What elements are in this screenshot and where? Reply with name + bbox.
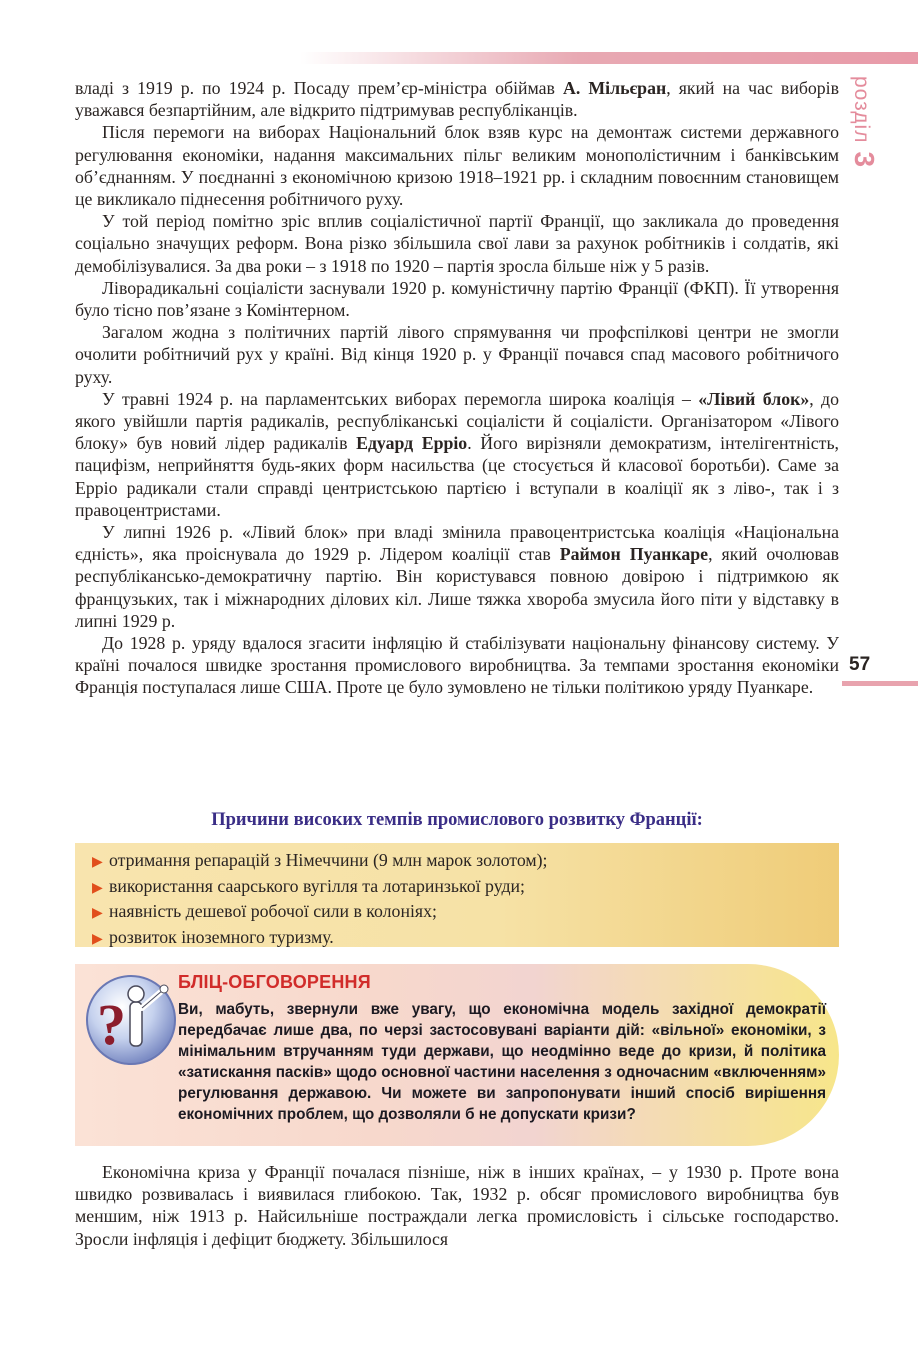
- triangle-bullet-icon: ▶: [92, 906, 103, 921]
- name-herriot: Едуард Ерріо: [356, 433, 468, 454]
- paragraph-9: Економічна криза у Франції почалася пізніше, ніж в інших країнах, – у 1930 р. Проте вона швидко розвивалась і виявилася глибокою. Так, 1932 р. обсяг промислового виробництва був меншим, ніж 1913 р. Найсильніше постраждали легка промисловість і сільське господарство. Зросли інфляція і дефіцит бюджету. Збільшилося: [75, 1162, 839, 1249]
- section-label-number: 3: [849, 151, 880, 168]
- triangle-bullet-icon: ▶: [92, 880, 103, 896]
- paragraph-5: Загалом жодна з політичних партій лівого спрямування чи профспілкові центри не змогли очолити робітничий рух у країні. Від кінця 1920 р. у Франції почався спад масового робітничого руху.: [75, 322, 839, 387]
- cause-item: ▶ використання саарського вугілля та лотаринзької руди;: [92, 875, 839, 901]
- svg-text:?: ?: [97, 992, 126, 1057]
- cause-item: ▶ наявність дешевої робочої сили в колоніях;: [92, 900, 839, 926]
- header-decor-band: [300, 52, 918, 64]
- paragraph-4: Ліворадикальні соціалісти заснували 1920 р. комуністичну партію Франції (ФКП). Її утворення було тісно пов’язане з Комінтерном.: [75, 277, 839, 321]
- causes-title: Причини високих темпів промислового розвитку Франції:: [211, 810, 703, 830]
- page-number: 57: [849, 654, 871, 675]
- triangle-bullet-icon: ▶: [92, 931, 103, 947]
- blitz-title: БЛІЦ-ОБГОВОРЕННЯ: [178, 972, 371, 992]
- blitz-text: Ви, мабуть, звернули вже увагу, що економічна модель західної демократії передбачає лише два, по черзі застосовувані варіанти дій: «вільної» економіки, з мінімальним втручанням туди держави, що неодмінно веде до кризи, й політика «затискання пасків» щодо основної частини населення з одночасним «включенням» регулювання державою. Чи можете ви запропонувати інший спосіб вирішення економічних проблем, що дозволяли б не допускати кризи?: [178, 1001, 826, 1123]
- cause-item: ▶ розвиток іноземного туризму.: [92, 926, 839, 952]
- paragraph-6: У травні 1924 р. на парламентських виборах перемогла широка коаліція – «Лівий блок», до якого увійшли партія радикалів, республіканські соціалісти й соціалісти. Організатором «Лівого блоку» був новий лідер радикалів Едуард Ерріо. Його вирізняли демократизм, інтелігентність, пацифізм, неприйняття будь-яких форм насильства (це стосується й класової боротьби). Саме за Ерріо радикали стали справді центристською партією і вступали в коаліції як з ліво-, так і з правоцентристами.: [75, 388, 839, 520]
- name-poincare: Раймон Пуанкаре: [559, 544, 709, 565]
- discussion-question-icon: [83, 972, 179, 1068]
- paragraph-3: У той період помітно зріс вплив соціалістичної партії Франції, що закликала до проведення соціально значущих реформ. Вона різко збільшила свої лави за рахунок робітників і солдатів, які демобілізувалися. За два роки – з 1918 по 1920 – партія зросла більше ніж у 5 разів.: [75, 211, 839, 276]
- paragraph-2: Після перемоги на виборах Національний блок взяв курс на демонтаж системи державного регулювання економіки, надання максимальних пільг великим монополістичним і банківським об’єднанням. У поєднанні з економічною кризою 1918–1921 рр. і складним повоєнним становищем це викликало піднесення робітничого руху.: [75, 122, 839, 210]
- paragraph-1: владі з 1919 р. по 1924 р. Посаду прем’єр-міністра обіймав А. Мільєран, який на час виборів уважався безпартійним, але відкрито підтримував республіканців.: [75, 78, 839, 121]
- section-label: [836, 76, 886, 186]
- triangle-bullet-icon: ▶: [92, 855, 103, 870]
- cause-item: ▶ отримання репарацій з Німеччини (9 млн марок золотом);: [92, 849, 839, 875]
- paragraph-8: До 1928 р. уряду вдалося згасити інфляцію й стабілізувати національну фінансову систему. У країні почалося швидке зростання промислового виробництва. За темпами зростання економіки Франція поступалася лише США. Проте це було зумовлено не тільки політикою уряду Пуанкаре.: [75, 633, 839, 698]
- page-number-rule: [842, 681, 918, 686]
- causes-box: [75, 843, 839, 947]
- term-left-bloc: «Лівий блок»: [698, 388, 810, 409]
- paragraph-7: У липні 1926 р. «Лівий блок» при владі змінила правоцентристська коаліція «Національна єдність», яка проіснувала до 1929 р. Лідером коаліції став Раймон Пуанкаре, який очолював республікансько-демократичну партію. Він користувався повною довірою і підтримкою як французьких, так і міжнародних ділових кіл. Лише тяжка хвороба змусила його піти у відставку в липні 1929 р.: [75, 522, 839, 631]
- main-text-top: [75, 77, 839, 699]
- section-label-word: розділ: [850, 76, 873, 144]
- name-millerand: А. Мільєран: [563, 78, 667, 98]
- main-text-bottom: [75, 1161, 839, 1250]
